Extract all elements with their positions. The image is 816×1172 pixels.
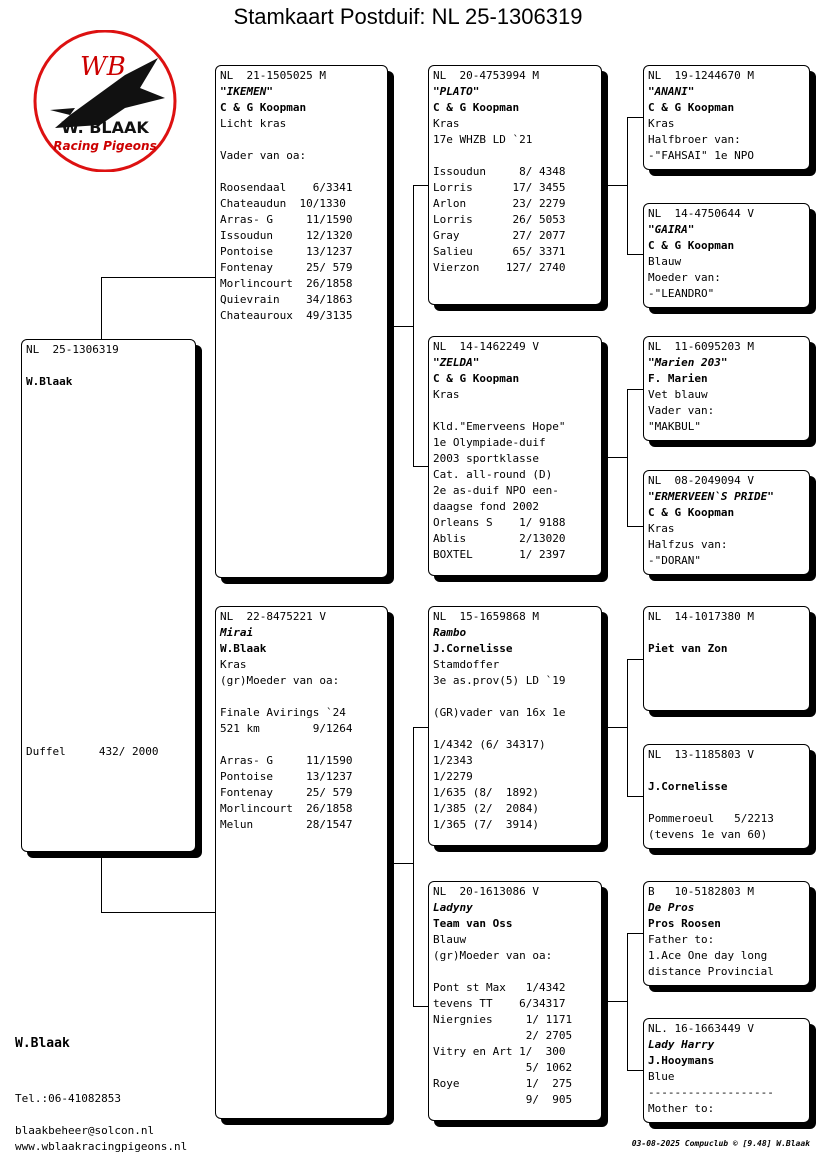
sire-card	[215, 65, 388, 578]
dam-line: W.Blaak	[220, 642, 267, 655]
sire-line: Licht kras	[220, 117, 287, 130]
ddd-line: Lady Harry	[648, 1038, 715, 1051]
sire-line: NL 21-1505025 M	[220, 69, 326, 82]
dds-line: De Pros	[648, 901, 695, 914]
sds-card	[643, 336, 810, 441]
dsd-line: NL 13-1185803 V	[648, 748, 754, 761]
sd-line: 2e as-duif NPO een-	[433, 484, 559, 497]
ss-line: Salieu 65/ 3371	[433, 245, 566, 258]
dam-line: Mirai	[220, 626, 254, 639]
ds-line: J.Cornelisse	[433, 642, 513, 655]
ddd-line: J.Hooymans	[648, 1054, 715, 1067]
ds-line: 1/2343	[433, 754, 473, 767]
dd-line: 9/ 905	[433, 1093, 573, 1106]
dds-line: B 10-5182803 M	[648, 885, 754, 898]
sire-line: Roosendaal 6/3341	[220, 181, 353, 194]
sire-line: Issoudun 12/1320	[220, 229, 353, 242]
main-line: NL 25-1306319	[26, 343, 119, 356]
sdd-line: Kras	[648, 522, 675, 535]
sd-line: Cat. all-round (D)	[433, 468, 553, 481]
sds-line: Vet blauw	[648, 388, 708, 401]
dds-line: 1.Ace One day long	[648, 949, 768, 962]
dss-card	[643, 606, 810, 711]
ds-line: 3e as.prov(5) LD `19	[433, 674, 566, 687]
sire-line: "IKEMEN"	[220, 85, 273, 98]
dss-line: Piet van Zon	[648, 642, 728, 655]
main-result-line: Duffel 432/ 2000	[26, 745, 159, 758]
dam-line: Morlincourt 26/1858	[220, 802, 353, 815]
dam-sire-card	[428, 606, 602, 846]
ss-line: Vierzon 127/ 2740	[433, 261, 566, 274]
dd-line: Roye 1/ 275	[433, 1077, 573, 1090]
main-pigeon-card	[21, 339, 196, 852]
ds-line: 1/635 (8/ 1892)	[433, 786, 539, 799]
sire-line: Chateaudun 10/1330	[220, 197, 346, 210]
sd-line: 1e Olympiade-duif	[433, 436, 546, 449]
ds-line	[433, 689, 601, 705]
sd-line: "ZELDA"	[433, 356, 480, 369]
ss-line: Lorris 17/ 3455	[433, 181, 566, 194]
ds-line: (GR)vader van 16x 1e	[433, 706, 566, 719]
ss-line: Gray 27/ 2077	[433, 229, 566, 242]
dd-line: Vitry en Art 1/ 300	[433, 1045, 566, 1058]
dd-line: Blauw	[433, 933, 467, 946]
dam-line: Arras- G 11/1590	[220, 754, 353, 767]
dsd-line: (tevens 1e van 60)	[648, 828, 768, 841]
owner-name: W.Blaak	[15, 1036, 70, 1051]
sdd-line: C & G Koopman	[648, 506, 735, 519]
dsd-line	[648, 795, 809, 811]
logo-name: W. BLAAK	[61, 118, 149, 137]
dds-line: Father to:	[648, 933, 715, 946]
ss-line: Issoudun 8/ 4348	[433, 165, 566, 178]
sire-line: Fontenay 25/ 579	[220, 261, 353, 274]
sire-sire-card	[428, 65, 602, 305]
ss-line: Arlon 23/ 2279	[433, 197, 566, 210]
owner-phone: Tel.:06-41082853	[15, 1092, 121, 1105]
sds-line: Vader van:	[648, 404, 715, 417]
ds-line: NL 15-1659868 M	[433, 610, 539, 623]
sdd-card	[643, 470, 810, 575]
footer-credit: 03-08-2025 Compuclub © [9.48] W.Blaak	[631, 1139, 810, 1148]
sss-line: Kras	[648, 117, 675, 130]
ss-line	[433, 148, 601, 164]
dam-line: Fontenay 25/ 579	[220, 786, 353, 799]
wblaak-logo	[30, 30, 180, 172]
sss-line: "ANANI"	[648, 85, 695, 98]
logo-subtitle: Racing Pigeons	[53, 139, 157, 153]
sss-line: -"FAHSAI" 1e NPO	[648, 149, 754, 162]
sd-line: Ablis 2/13020	[433, 532, 566, 545]
dds-line: distance Provincial	[648, 965, 774, 978]
sd-line: Kld."Emerveens Hope"	[433, 420, 566, 433]
dss-line: NL 14-1017380 M	[648, 610, 754, 623]
ss-line: C & G Koopman	[433, 101, 520, 114]
sd-line: NL 14-1462249 V	[433, 340, 539, 353]
ss-line: "PLATO"	[433, 85, 480, 98]
dam-dam-card	[428, 881, 602, 1121]
sds-line: NL 11-6095203 M	[648, 340, 754, 353]
sire-line: Morlincourt 26/1858	[220, 277, 353, 290]
ssd-line: NL 14-4750644 V	[648, 207, 754, 220]
owner-email[interactable]: blaakbeheer@solcon.nl	[15, 1124, 155, 1137]
dd-line: tevens TT 6/34317	[433, 997, 566, 1010]
dam-line: (gr)Moeder van oa:	[220, 674, 340, 687]
dam-line: Kras	[220, 658, 247, 671]
sss-line: C & G Koopman	[648, 101, 735, 114]
sss-line: Halfbroer van:	[648, 133, 741, 146]
ss-line: 17e WHZB LD `21	[433, 133, 533, 146]
dam-line	[220, 689, 387, 705]
sd-line: Kras	[433, 388, 460, 401]
ssd-line: Moeder van:	[648, 271, 721, 284]
ddd-line: Blue	[648, 1070, 675, 1083]
sds-line: "MAKBUL"	[648, 420, 701, 433]
ssd-card	[643, 203, 810, 308]
sds-line: "Marien 203"	[648, 356, 728, 369]
dsd-line: J.Cornelisse	[648, 780, 728, 793]
dd-line: Pont st Max 1/4342	[433, 981, 566, 994]
ssd-line: Blauw	[648, 255, 682, 268]
sd-line: Orleans S 1/ 9188	[433, 516, 566, 529]
page-title: Stamkaart Postduif: NL 25-1306319	[233, 4, 583, 29]
sire-line	[220, 132, 387, 148]
sss-card	[643, 65, 810, 170]
ds-line: 1/2279	[433, 770, 473, 783]
sire-line: Quievrain 34/1863	[220, 293, 353, 306]
dam-line: Melun 28/1547	[220, 818, 353, 831]
ds-line: Stamdoffer	[433, 658, 500, 671]
dds-line: Pros Roosen	[648, 917, 721, 930]
dsd-line	[648, 763, 809, 779]
sd-line: 2003 sportklasse	[433, 452, 539, 465]
dd-line: Ladyny	[433, 901, 473, 914]
dd-line: Team van Oss	[433, 917, 513, 930]
logo-initials: WB	[80, 52, 126, 82]
sdd-line: NL 08-2049094 V	[648, 474, 754, 487]
sire-line: Arras- G 11/1590	[220, 213, 353, 226]
sire-line: Chateauroux 49/3135	[220, 309, 353, 322]
ssd-line: C & G Koopman	[648, 239, 735, 252]
dd-line: NL 20-1613086 V	[433, 885, 539, 898]
ddd-line: NL. 16-1663449 V	[648, 1022, 754, 1035]
dsd-line: Pommeroeul 5/2213	[648, 812, 774, 825]
ss-line: Kras	[433, 117, 460, 130]
dam-card	[215, 606, 388, 1119]
dd-line: Niergnies 1/ 1171	[433, 1013, 573, 1026]
sdd-line: Halfzus van:	[648, 538, 728, 551]
ss-line: NL 20-4753994 M	[433, 69, 539, 82]
dam-line: Pontoise 13/1237	[220, 770, 353, 783]
sire-line: Vader van oa:	[220, 149, 307, 162]
ssd-line: "GAIRA"	[648, 223, 695, 236]
sss-line: NL 19-1244670 M	[648, 69, 754, 82]
dsd-card	[643, 744, 810, 849]
sire-line: C & G Koopman	[220, 101, 307, 114]
dss-line	[648, 625, 809, 641]
ds-line: 1/385 (2/ 2084)	[433, 802, 539, 815]
owner-website[interactable]: www.wblaakracingpigeons.nl	[15, 1140, 188, 1153]
sire-line	[220, 164, 387, 180]
sd-line	[433, 403, 601, 419]
sdd-line: "ERMERVEEN`S PRIDE"	[648, 490, 774, 503]
sire-line: Pontoise 13/1237	[220, 245, 353, 258]
dd-line: (gr)Moeder van oa:	[433, 949, 553, 962]
ds-line: 1/4342 (6/ 34317)	[433, 738, 546, 751]
ds-line: Rambo	[433, 626, 467, 639]
sire-dam-card	[428, 336, 602, 576]
ddd-line: Mother to:	[648, 1102, 715, 1115]
ssd-line: -"LEANDRO"	[648, 287, 715, 300]
main-line: W.Blaak	[26, 375, 73, 388]
sd-line: BOXTEL 1/ 2397	[433, 548, 566, 561]
ss-line: Lorris 26/ 5053	[433, 213, 566, 226]
ddd-line: -------------------	[648, 1086, 774, 1099]
dd-line	[433, 964, 601, 980]
ds-line: 1/365 (7/ 3914)	[433, 818, 539, 831]
sds-line: F. Marien	[648, 372, 708, 385]
sd-line: daagse fond 2002	[433, 500, 539, 513]
dd-line: 5/ 1062	[433, 1061, 573, 1074]
sd-line: C & G Koopman	[433, 372, 520, 385]
dds-card	[643, 881, 810, 986]
dd-line: 2/ 2705	[433, 1029, 573, 1042]
dam-line: Finale Avirings `24	[220, 706, 346, 719]
ddd-card	[643, 1018, 810, 1123]
sdd-line: -"DORAN"	[648, 554, 701, 567]
dam-line: 521 km 9/1264	[220, 722, 353, 735]
dam-line	[220, 737, 387, 753]
main-line	[26, 358, 195, 374]
ds-line	[433, 721, 601, 737]
dam-line: NL 22-8475221 V	[220, 610, 326, 623]
